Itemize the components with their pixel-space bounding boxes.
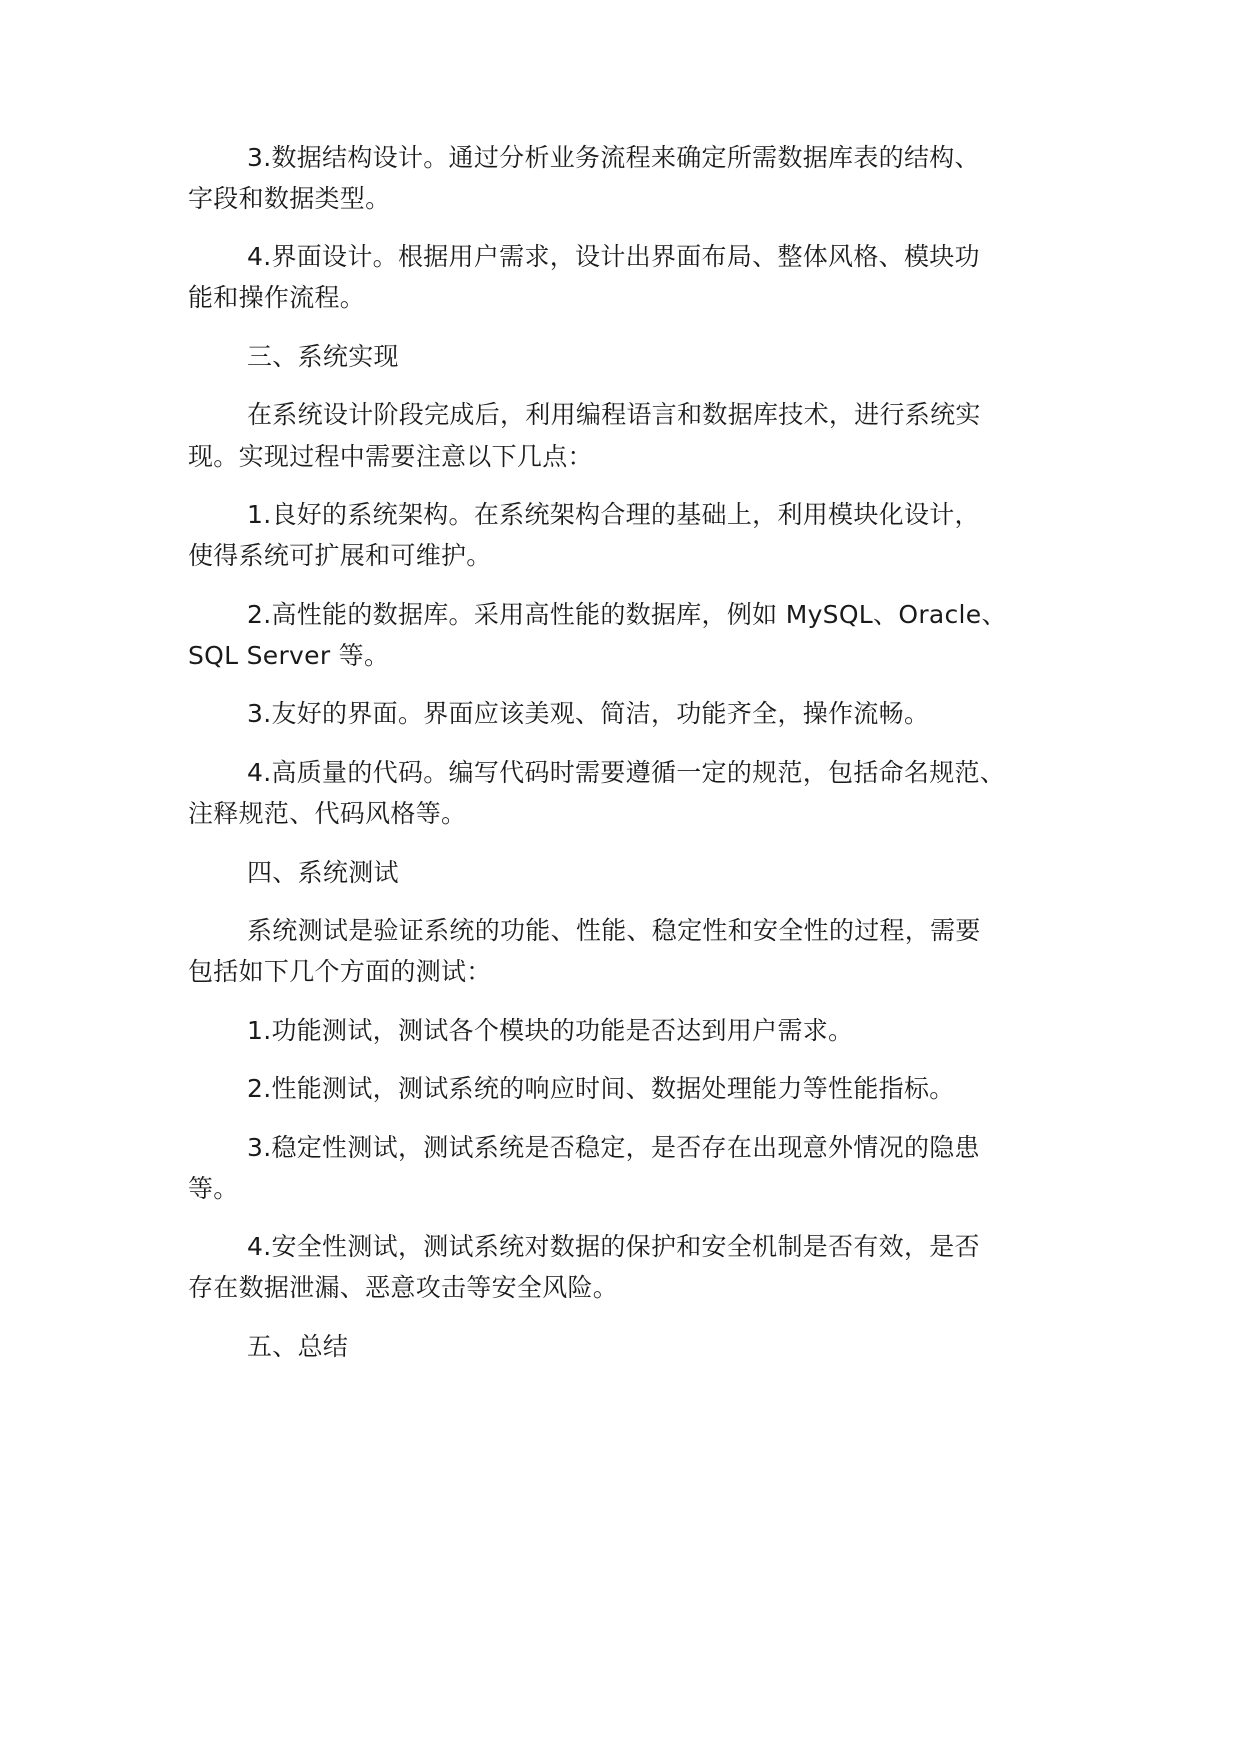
paragraph-line: 4.安全性测试，测试系统对数据的保护和安全机制是否有效，是否 — [247, 1232, 980, 1261]
paragraph-line: 使得系统可扩展和可维护。 — [188, 541, 492, 570]
paragraph-line: 3.稳定性测试，测试系统是否稳定，是否存在出现意外情况的隐患 — [247, 1133, 980, 1162]
paragraph-line: 现。实现过程中需要注意以下几点： — [188, 442, 593, 471]
section-heading: 五、总结 — [247, 1332, 349, 1361]
paragraph-line: 2.高性能的数据库。采用高性能的数据库，例如 MySQL、Oracle、 — [247, 600, 1007, 629]
section-heading: 四、系统测试 — [247, 858, 399, 887]
paragraph-line: 4.界面设计。根据用户需求，设计出界面布局、整体风格、模块功 — [247, 242, 980, 271]
paragraph-line: 2.性能测试，测试系统的响应时间、数据处理能力等性能指标。 — [247, 1074, 955, 1103]
paragraph-line: 3.数据结构设计。通过分析业务流程来确定所需数据库表的结构、 — [247, 143, 980, 172]
section-heading: 三、系统实现 — [247, 342, 399, 371]
paragraph-line: 存在数据泄漏、恶意攻击等安全风险。 — [188, 1273, 619, 1302]
paragraph-line: 3.友好的界面。界面应该美观、简洁，功能齐全，操作流畅。 — [247, 699, 930, 728]
paragraph-line: 系统测试是验证系统的功能、性能、稳定性和安全性的过程，需要 — [247, 916, 981, 945]
paragraph-line: 1.功能测试，测试各个模块的功能是否达到用户需求。 — [247, 1016, 854, 1045]
paragraph-line: 字段和数据类型。 — [188, 184, 391, 213]
paragraph-line: 1.良好的系统架构。在系统架构合理的基础上，利用模块化设计， — [247, 500, 980, 529]
paragraph-line: 注释规范、代码风格等。 — [188, 799, 467, 828]
paragraph-line: 4.高质量的代码。编写代码时需要遵循一定的规范，包括命名规范、 — [247, 758, 1006, 787]
paragraph-line: 在系统设计阶段完成后，利用编程语言和数据库技术，进行系统实 — [247, 400, 981, 429]
paragraph-line: 包括如下几个方面的测试： — [188, 957, 492, 986]
paragraph-line: SQL Server 等。 — [188, 641, 390, 670]
paragraph-line: 能和操作流程。 — [188, 283, 366, 312]
paragraph-line: 等。 — [188, 1174, 239, 1203]
